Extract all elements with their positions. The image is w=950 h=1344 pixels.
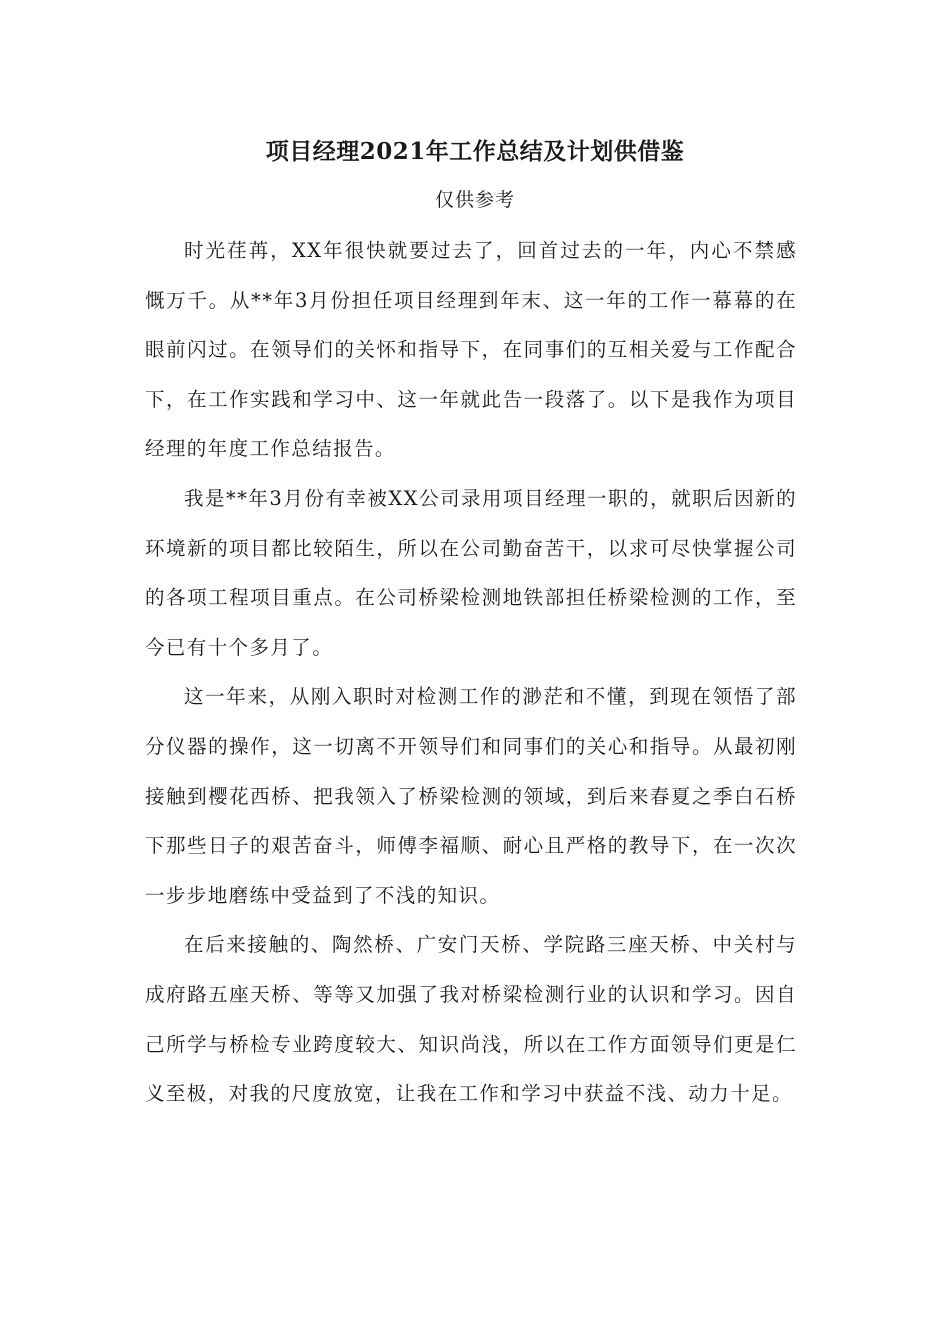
document-title: 项目经理2021年工作总结及计划供借鉴 [265, 138, 685, 165]
document-body [145, 226, 797, 1119]
paragraph-1: 时光荏苒，XX年很快就要过去了，回首过去的一年，内心不禁感慨万千。从**年3月份担任项目经理到年末、这一年的工作一幕幕的在眼前闪过。在领导们的关怀和指导下，在同事们的互相关爱与工作配合下，在工作实践和学习中、这一年就此告一段落了。以下是我作为项目经理的年度工作总结报告。 [145, 239, 797, 461]
paragraph-2: 我是**年3月份有幸被XX公司录用项目经理一职的，就职后因新的环境新的项目都比较陌生，所以在公司勤奋苦干，以求可尽快掌握公司的各项工程项目重点。在公司桥梁检测地铁部担任桥梁检测的工作，至今已有十个多月了。 [145, 486, 797, 659]
paragraph-4: 在后来接触的、陶然桥、广安门天桥、学院路三座天桥、中关村与成府路五座天桥、等等又加强了我对桥梁检测行业的认识和学习。因自己所学与桥检专业跨度较大、知识尚浅，所以在工作方面领导们更是仁义至极，对我的尺度放宽，让我在工作和学习中获益不浅、动力十足。 [145, 933, 797, 1106]
document-subtitle: 仅供参考 [434, 189, 515, 211]
paragraph-3: 这一年来，从刚入职时对检测工作的渺茫和不懂，到现在领悟了部分仪器的操作，这一切离不开领导们和同事们的关心和指导。从最初刚接触到樱花西桥、把我领入了桥梁检测的领域，到后来春夏之季白石桥下那些日子的艰苦奋斗，师傅李福顺、耐心且严格的教导下，在一次次一步步地磨练中受益到了不浅的知识。 [145, 685, 797, 907]
